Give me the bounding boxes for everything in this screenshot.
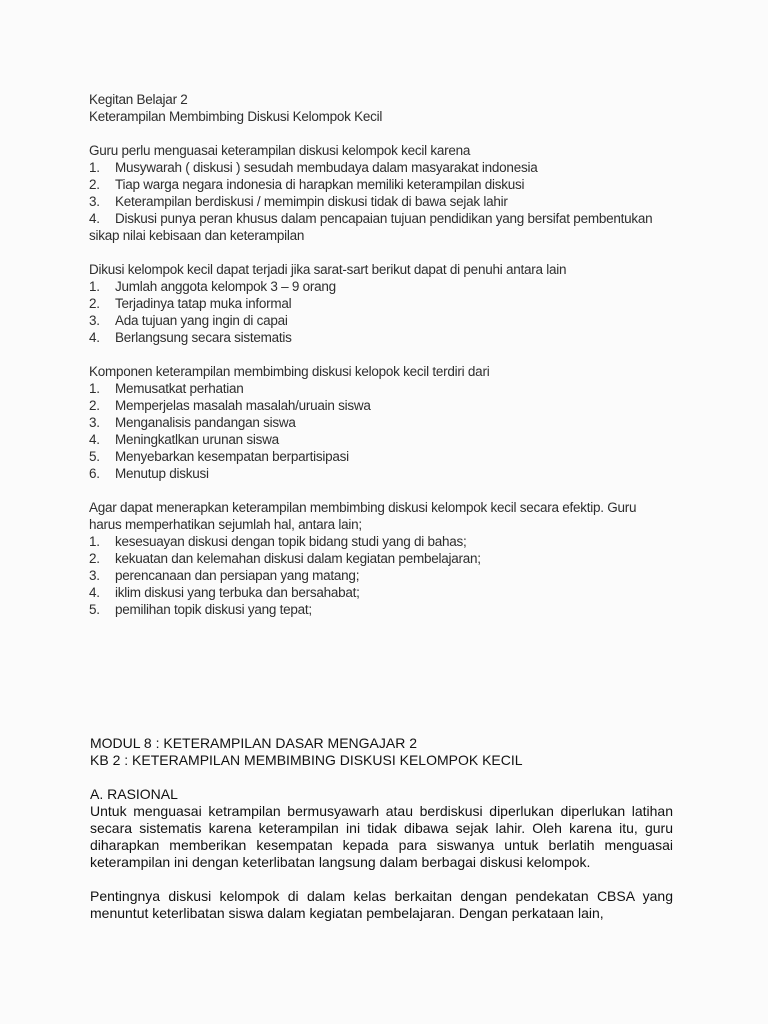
components-list: [89, 380, 679, 482]
list-item: 2. Memperjelas masalah masalah/uruain siswa: [89, 398, 371, 413]
list-item: 4. iklim diskusi yang terbuka dan bersahabat;: [89, 585, 360, 600]
conditions-intro: Dikusi kelompok kecil dapat terjadi jika sarat-sart berikut dapat di penuhi antara lain: [89, 262, 567, 277]
list-item: 2. Tiap warga negara indonesia di harapkan memiliki keterampilan diskusi: [89, 177, 525, 192]
list-item: 1. kesesuayan diskusi dengan topik bidang studi yang di bahas;: [89, 534, 467, 549]
kegiatan-belajar-notes: [89, 91, 679, 618]
module-kb-title: KB 2 : KETERAMPILAN MEMBIMBING DISKUSI KELOMPOK KECIL: [90, 752, 523, 768]
reasons-intro: Guru perlu menguasai keterampilan diskusi kelompok kecil karena: [89, 143, 471, 158]
list-item: 4. Meningkatlkan urunan siswa: [89, 432, 279, 447]
list-item: 4. Diskusi punya peran khusus dalam pencapaian tujuan pendidikan yang bersifat pembentukan sikap nilai kebisaan dan keterampilan: [89, 211, 653, 243]
considerations-intro-line1: Agar dapat menerapkan keterampilan membimbing diskusi kelompok kecil secara efektip. Guru: [89, 500, 637, 515]
list-item: 2. Terjadinya tatap muka informal: [89, 296, 292, 311]
module-title: MODUL 8 : KETERAMPILAN DASAR MENGAJAR 2: [90, 735, 417, 751]
list-item: 3. Menganalisis pandangan siswa: [89, 415, 296, 430]
module-section: [90, 735, 673, 922]
components-intro: Komponen keterampilan membimbing diskusi kelopok kecil terdiri dari: [89, 364, 490, 379]
list-item: 1. Jumlah anggota kelompok 3 – 9 orang: [89, 279, 336, 294]
document-subtitle: Keterampilan Membimbing Diskusi Kelompok Kecil: [89, 109, 383, 124]
considerations-list: [89, 533, 679, 618]
list-item: 4. Berlangsung secara sistematis: [89, 330, 292, 345]
list-item: 3. Keterampilan berdiskusi / memimpin diskusi tidak di bawa sejak lahir: [89, 194, 508, 209]
document-title: Kegitan Belajar 2: [89, 92, 188, 107]
list-item: 5. Menyebarkan kesempatan berpartisipasi: [89, 449, 349, 464]
list-item: 1. Musywarah ( diskusi ) sesudah membudaya dalam masyarakat indonesia: [89, 160, 538, 175]
conditions-list: [89, 278, 679, 346]
list-item: 5. pemilihan topik diskusi yang tepat;: [89, 602, 312, 617]
list-item: 1. Memusatkat perhatian: [89, 381, 244, 396]
list-item: 3. perencanaan dan persiapan yang matang;: [89, 568, 360, 583]
reasons-list: [89, 159, 679, 244]
list-item: 6. Menutup diskusi: [89, 466, 209, 481]
considerations-intro-line2: harus memperhatikan sejumlah hal, antara lain;: [89, 517, 362, 532]
section-heading-rasional: A. RASIONAL: [90, 786, 178, 802]
list-item: 3. Ada tujuan yang ingin di capai: [89, 313, 288, 328]
rasional-paragraph-1: Untuk menguasai ketrampilan bermusyawarh atau berdiskusi diperlukan diperlukan latihan secara sistematis karena keterampilan ini tidak dibawa sejak lahir. Oleh karena itu, guru diharapkan memberikan kesempatan kepada para siswanya untuk berlatih menguasai keterampilan ini dengan keterlibatan langsung dalam berbagai diskusi kelompok.: [90, 803, 673, 870]
rasional-paragraph-2: Pentingnya diskusi kelompok di dalam kelas berkaitan dengan pendekatan CBSA yang menuntut keterlibatan siswa dalam kegiatan pembelajaran. Dengan perkataan lain,: [90, 888, 673, 921]
list-item: 2. kekuatan dan kelemahan diskusi dalam kegiatan pembelajaran;: [89, 551, 481, 566]
